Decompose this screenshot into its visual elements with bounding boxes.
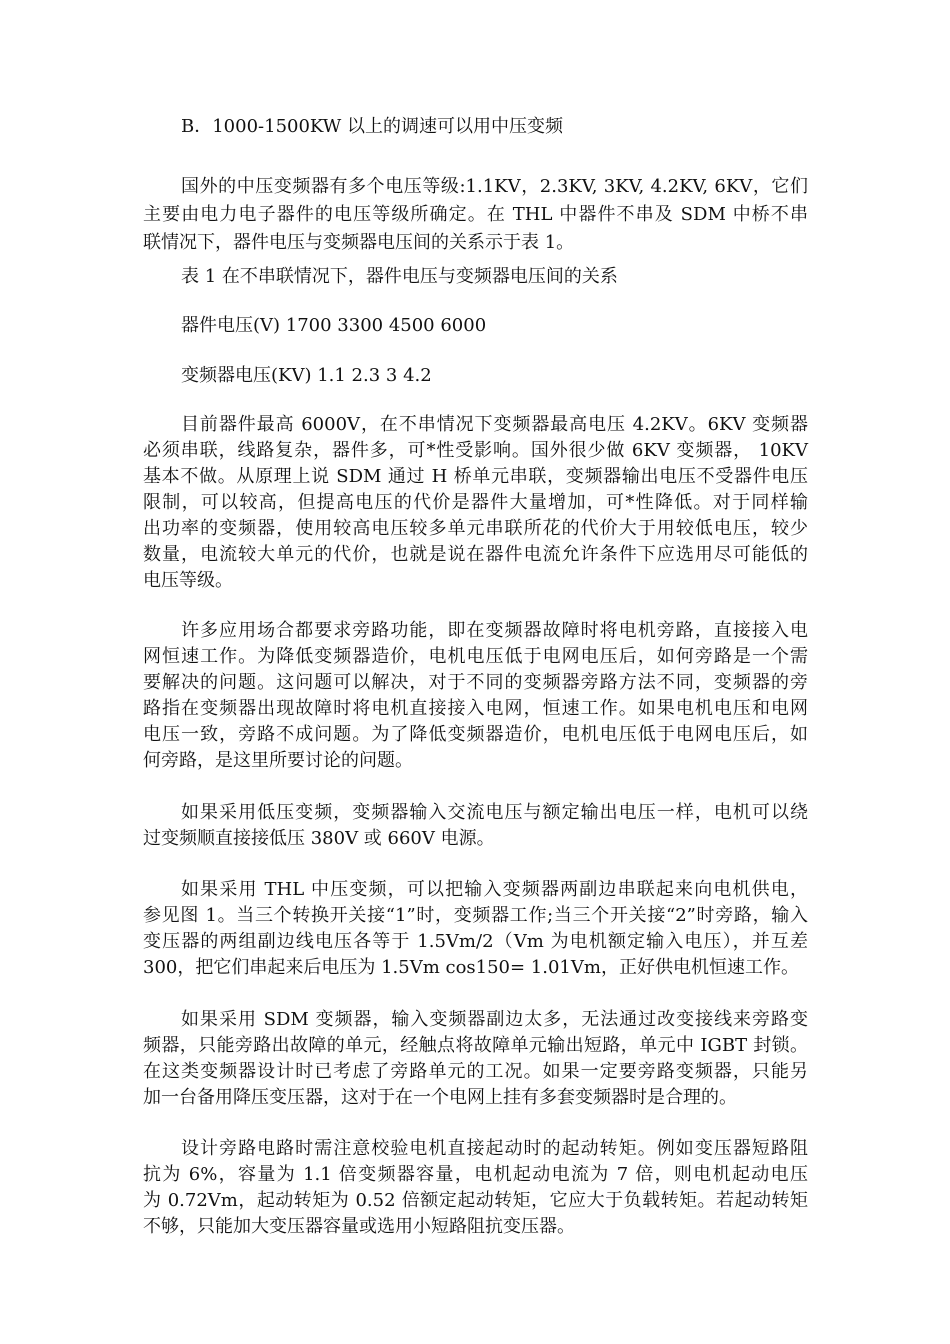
para2-line7: 电压等级。 xyxy=(143,570,233,591)
para7-line4: 不够，只能加大变压器容量或选用小短路阻抗变压器。 xyxy=(143,1216,575,1237)
para5-line3: 变压器的两组副边线电压各等于 1.5Vm/2（Vm 为电机额定输入电压），并互差 xyxy=(143,931,808,952)
table-row-converter-voltage: 变频器电压(KV) 1.1 2.3 3 4.2 xyxy=(181,365,432,386)
para6-line2: 频器，只能旁路出故障的单元，经触点将故障单元输出短路，单元中 IGBT 封锁。 xyxy=(143,1035,808,1056)
para2-line6: 数量，电流较大单元的代价，也就是说在器件电流允许条件下应选用尽可能低的 xyxy=(143,544,808,565)
para7-line1: 设计旁路电路时需注意校验电机直接起动时的起动转矩。例如变压器短路阻 xyxy=(181,1138,808,1159)
para4-line2: 过变频顺直接接低压 380V 或 660V 电源。 xyxy=(143,828,495,849)
para5-line1: 如果采用 THL 中压变频，可以把输入变频器两副边串联起来向电机供电， xyxy=(181,879,808,900)
para6-line3: 在这类变频器设计时已考虑了旁路单元的工况。如果一定要旁路变频器，只能另 xyxy=(143,1061,808,1082)
para2-line4: 限制，可以较高，但提高电压的代价是器件大量增加，可*性降低。对于同样输 xyxy=(143,492,808,513)
para3-line5: 电压一致，旁路不成问题。为了降低变频器造价，电机电压低于电网电压后，如 xyxy=(143,724,808,745)
para1-line1: 国外的中压变频器有多个电压等级:1.1KV，2.3KV, 3KV, 4.2KV, 6KV，它们 xyxy=(181,176,808,197)
table-row-device-voltage: 器件电压(V) 1700 3300 4500 6000 xyxy=(181,315,487,336)
para2-line3: 基本不做。从原理上说 SDM 通过 H 桥单元串联，变频器输出电压不受器件电压 xyxy=(143,466,808,487)
para4-line1: 如果采用低压变频，变频器输入交流电压与额定输出电压一样，电机可以绕 xyxy=(181,802,808,823)
table-caption: 表 1 在不串联情况下，器件电压与变频器电压间的关系 xyxy=(181,266,618,287)
heading-b: B．1000-1500KW 以上的调速可以用中压变频 xyxy=(181,116,563,137)
para6-line4: 加一台备用降压变压器，这对于在一个电网上挂有多套变频器时是合理的。 xyxy=(143,1087,737,1108)
para2-line2: 必须串联，线路复杂，器件多，可*性受影响。国外很少做 6KV 变频器， 10KV xyxy=(143,440,808,461)
para3-line4: 路指在变频器出现故障时将电机直接接入电网，恒速工作。如果电机电压和电网 xyxy=(143,698,808,719)
para1-line2: 主要由电力电子器件的电压等级所确定。在 THL 中器件不串及 SDM 中桥不串 xyxy=(143,204,808,225)
para3-line1: 许多应用场合都要求旁路功能，即在变频器故障时将电机旁路，直接接入电 xyxy=(181,620,808,641)
para2-line5: 出功率的变频器，使用较高电压较多单元串联所花的代价大于用较低电压，较少 xyxy=(143,518,808,539)
para5-line4: 300，把它们串起来后电压为 1.5Vm cos150= 1.01Vm，正好供电机恒速工作。 xyxy=(143,957,799,978)
para6-line1: 如果采用 SDM 变频器，输入变频器副边太多，无法通过改变接线来旁路变 xyxy=(181,1009,808,1030)
para7-line2: 抗为 6%，容量为 1.1 倍变频器容量，电机起动电流为 7 倍，则电机起动电压 xyxy=(143,1164,808,1185)
para3-line3: 要解决的问题。这问题可以解决，对于不同的变频器旁路方法不同，变频器的旁 xyxy=(143,672,808,693)
para5-line2: 参见图 1。当三个转换开关接“1”时，变频器工作;当三个开关接“2”时旁路，输入 xyxy=(143,905,808,926)
para7-line3: 为 0.72Vm，起动转矩为 0.52 倍额定起动转矩，它应大于负载转矩。若起动转矩 xyxy=(143,1190,808,1211)
para3-line6: 何旁路，是这里所要讨论的问题。 xyxy=(143,750,413,771)
para1-line3: 联情况下，器件电压与变频器电压间的关系示于表 1。 xyxy=(143,232,575,253)
para2-line1: 目前器件最高 6000V，在不串情况下变频器最高电压 4.2KV。6KV 变频器 xyxy=(181,414,808,435)
para3-line2: 网恒速工作。为降低变频器造价，电机电压低于电网电压后，如何旁路是一个需 xyxy=(143,646,808,667)
